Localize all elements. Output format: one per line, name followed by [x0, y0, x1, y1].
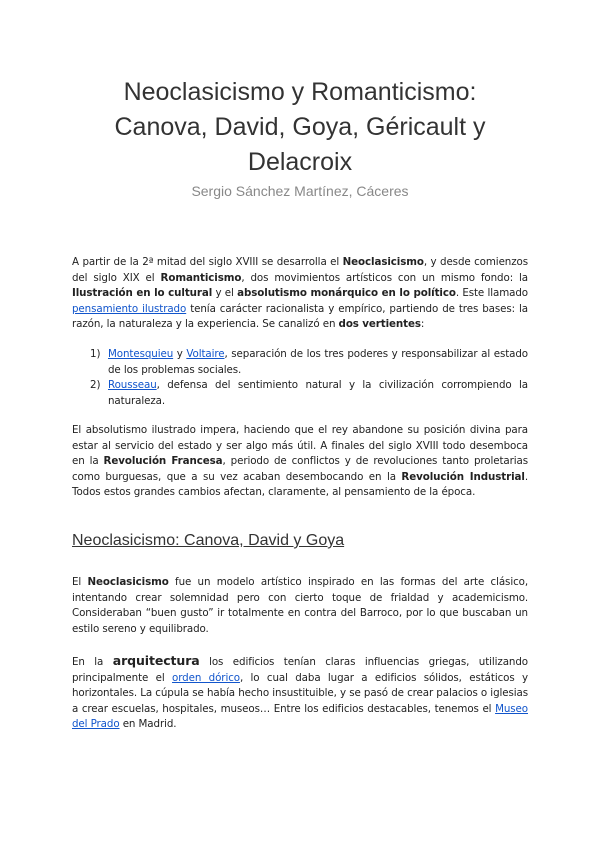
list-item-text: , defensa del sentimiento natural y la civilización corrompiendo la naturaleza. [108, 379, 528, 407]
intro-paragraph [72, 255, 528, 333]
title-line-2: Canova, David, Goya, Géricault y [114, 113, 486, 141]
intro-text-6: tenía carácter racionalista y empírico, partiendo de tres bases: la razón, la naturaleza y la experiencia. Se canalizó en [72, 302, 528, 330]
document-title [60, 75, 540, 180]
para3-bold-revolucion-francesa: Revolución Francesa [103, 455, 223, 467]
document-subtitle: Sergio Sánchez Martínez, Cáceres [191, 183, 409, 199]
list-item [72, 378, 528, 409]
link-rousseau[interactable]: Rousseau [108, 379, 157, 391]
intro-text-1: A partir de la 2ª mitad del siglo XVIII se desarrolla el [72, 256, 343, 268]
para3-text-1: El absolutismo ilustrado impera, haciendo que el rey abandone su posición divina para estar al servicio del estado y ser algo más útil. A finales del siglo XVIII todo desemboca en la [72, 424, 528, 467]
list-number: 1) [90, 348, 101, 360]
link-pensamiento-ilustrado[interactable]: pensamiento ilustrado [72, 302, 187, 315]
neoclasicismo-paragraph [72, 575, 528, 637]
para3-text-2: , periodo de conflictos y de revoluciones tanto proletarias como burguesas, que a su vez acaban desembocando en la [72, 455, 528, 483]
intro-text-2: , y desde comienzos del siglo XIX el [72, 256, 528, 284]
para5-bold-arquitectura: arquitectura [112, 653, 200, 668]
para5-text-2: los edificios tenían claras influencias griegas, utilizando principalmente el [72, 656, 528, 684]
list-item-text: , separación de los tres poderes y responsabilizar al estado de los problemas sociales. [108, 348, 529, 376]
para4-bold-neoclasicismo: Neoclasicismo [87, 576, 169, 588]
intro-text-5: . Este llamado [455, 287, 529, 299]
intro-bold-ilustracion: Ilustración en lo cultural [72, 287, 213, 299]
list-number: 2) [90, 379, 101, 391]
vertientes-list [72, 347, 528, 409]
para4-text-1: El [72, 576, 88, 588]
list-item [72, 347, 528, 378]
list-separator: y [173, 348, 187, 360]
para4-text-2: fue un modelo artístico inspirado en las formas del arte clásico, intentando crear solemnidad pero con cierto toque de frialdad y academicismo. Consideraban “buen gusto” ir totalmente en contra del Barroco, por lo que buscaban un estilo sereno y equilibrado. [72, 576, 529, 635]
link-orden-dorico[interactable]: orden dórico [172, 671, 240, 684]
para3-text-3: . Todos estos grandes cambios afectan, claramente, al pensamiento de la época. [72, 470, 528, 498]
arquitectura-paragraph [72, 653, 528, 733]
intro-bold-romanticismo: Romanticismo [160, 271, 242, 284]
intro-text-7: : [420, 318, 425, 330]
para5-text-3: , lo cual daba lugar a edificios sólidos, estáticos y horizontales. La cúpula se había hecho insustituible, y se pasó de crear palacios o iglesias a crear escuelas, hospitales, museos… Entre los edificios destacables, tenemos el [72, 671, 528, 715]
intro-text-3: , dos movimientos artísticos con un mismo fondo: la [241, 271, 528, 284]
section-heading: Neoclasicismo: Canova, David y Goya [72, 532, 345, 549]
intro-text-4: y el [212, 287, 238, 299]
title-line-1: Neoclasicismo y Romanticismo: [123, 78, 477, 106]
link-montesquieu[interactable]: Montesquieu [108, 348, 174, 360]
link-voltaire[interactable]: Voltaire [186, 348, 225, 360]
intro-bold-absolutismo: absolutismo monárquico en lo político [237, 287, 456, 299]
title-line-3: Delacroix [247, 148, 353, 176]
absolutismo-paragraph [72, 423, 528, 501]
intro-bold-neoclasicismo: Neoclasicismo [342, 256, 424, 268]
intro-bold-dos-vertientes: dos vertientes [338, 318, 421, 330]
para5-text-4: en Madrid. [119, 718, 177, 730]
para5-text-1: En la [72, 656, 113, 668]
link-museo-del-prado[interactable]: Museo del Prado [72, 702, 528, 730]
para3-bold-revolucion-industrial: Revolución Industrial [401, 470, 525, 483]
